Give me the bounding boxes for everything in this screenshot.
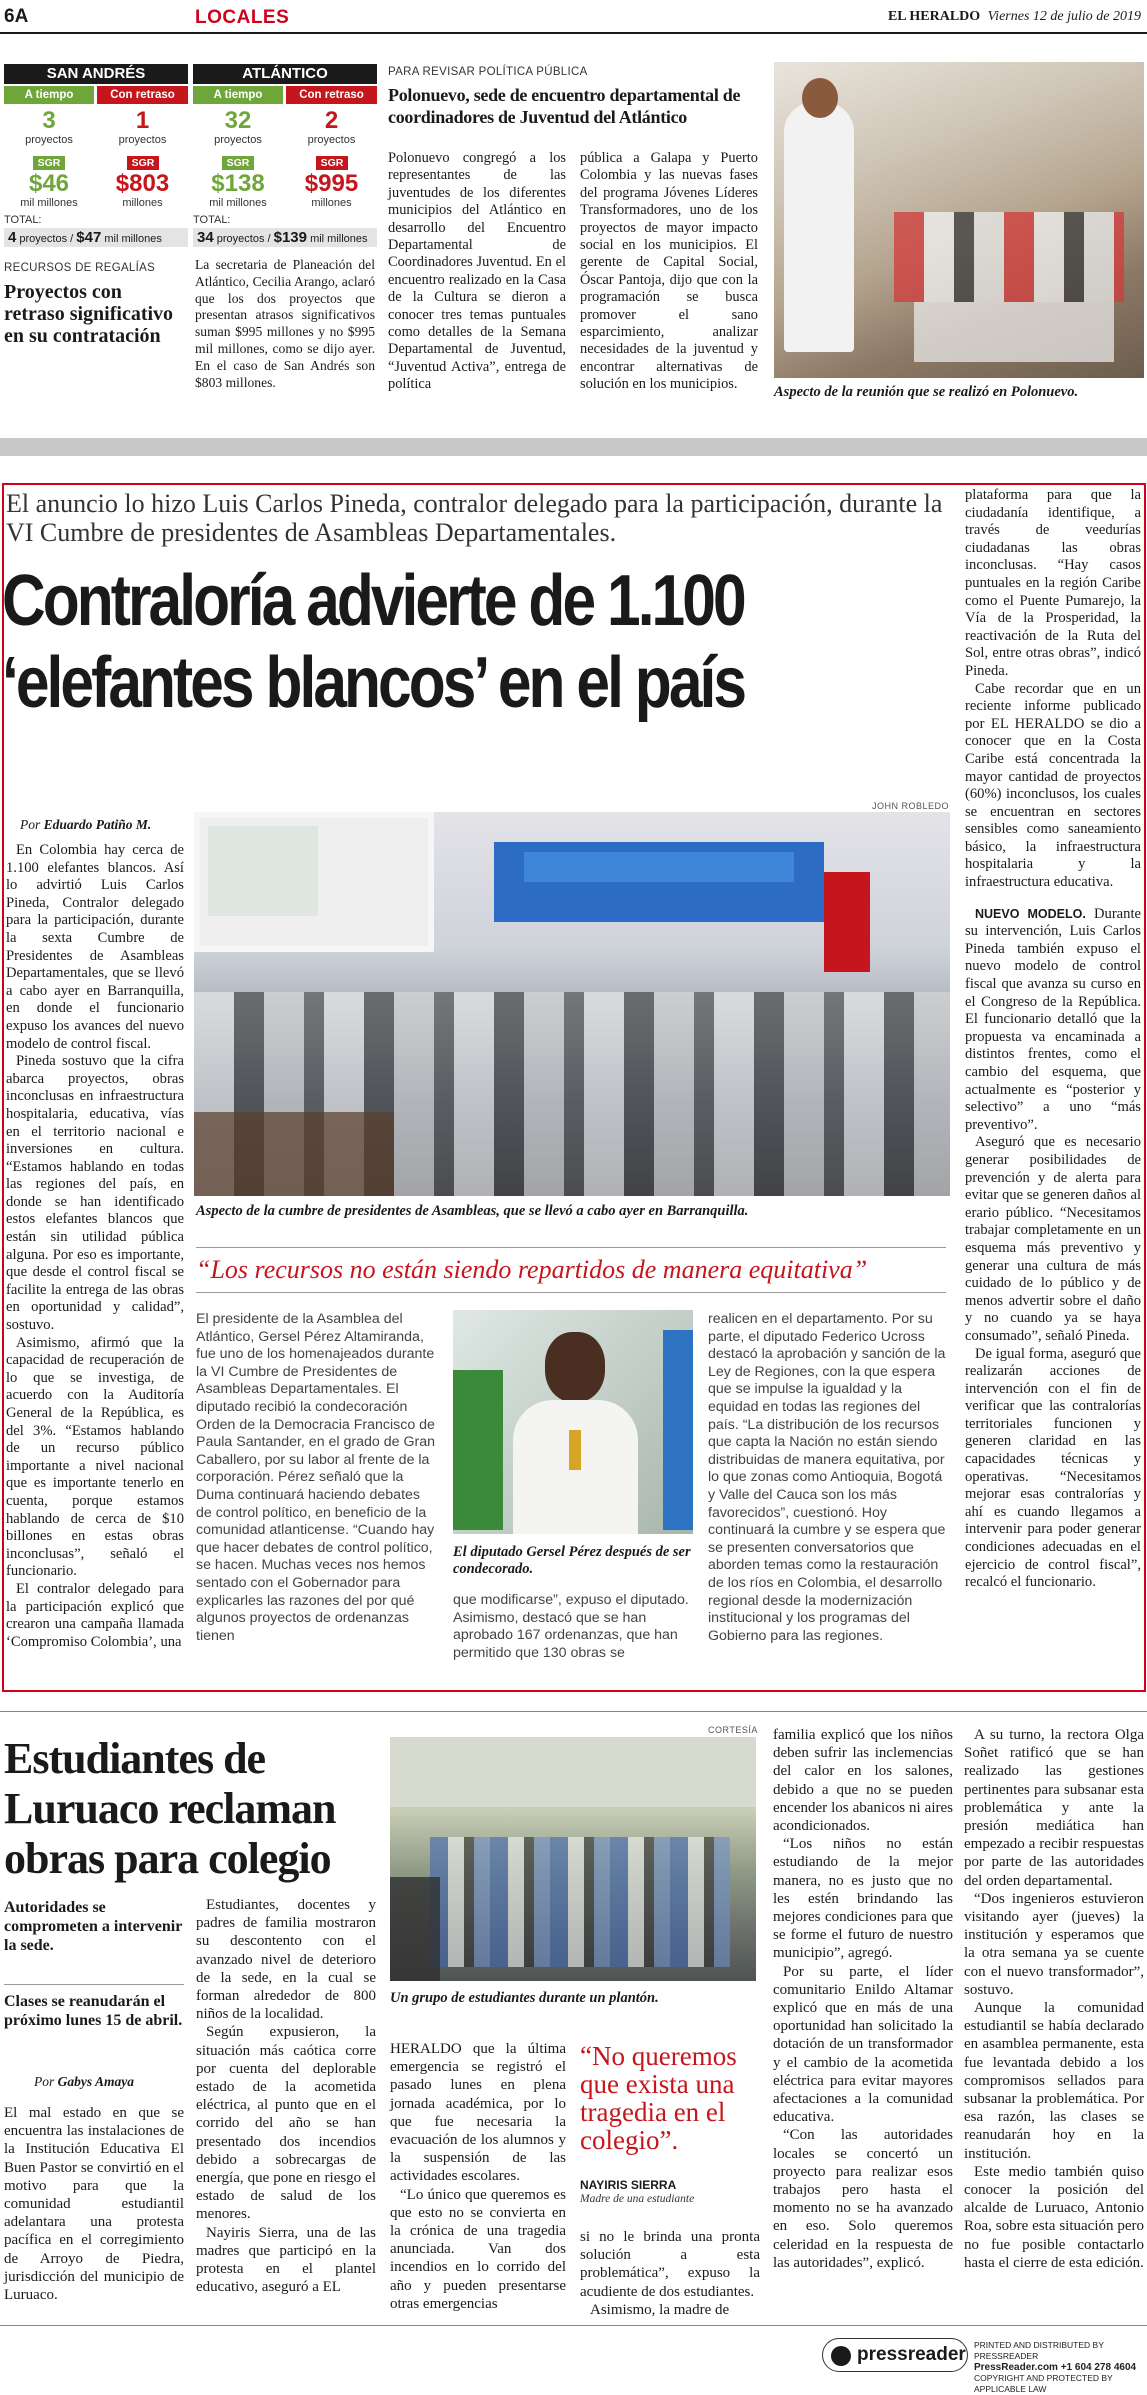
polonuevo-col1: Polonuevo congregó a los representantes de las juventudes de los diferentes municipios del Atlántico en desarrollo del Encuentro Departamental de Coordinadores Juventud. En el encuentro realizado en la Casa de la Cultura se dieron a conocer tres temas puntuales como detalles de la Semana Departamental de Juventud, “Juventud Activa”, entrega de política	[388, 150, 566, 393]
luruaco-sub2: Clases se reanudarán el próximo lunes 15 de abril.	[4, 1993, 183, 2029]
main-left-col	[6, 842, 184, 1688]
polonuevo-headline: Polonuevo, sede de encuentro departamental de coordinadores de Juventud del Atlántico	[388, 85, 741, 127]
on-time-money-unit: mil millones	[20, 197, 78, 209]
total-bar	[193, 228, 377, 247]
footer-text	[974, 2340, 1144, 2395]
polonuevo-photo	[774, 62, 1144, 378]
total-label: TOTAL:	[4, 214, 42, 226]
luruaco-paragraph: “Dos ingenieros estuvieron visitando ayer (jueves) la institución y esperamos que la otra semana ya se cuente con el nuevo transformador”, sostuvo.	[964, 1890, 1144, 1998]
total-label: TOTAL:	[193, 214, 231, 226]
main-right-section	[965, 906, 1141, 1135]
luruaco-col6	[964, 1726, 1144, 2306]
polonuevo-col2: pública a Galapa y Puerto Colombia y las nuevas fases del programa Jóvenes Líderes Transformadores, uno de los proyectos de mayor impacto social en los municipios. El gerente de Capital Social, Óscar Pantoja, dijo que con la programación se busca promover el sano esparcimiento, analizar necesidades de la juventud y encontrar alternativas de solución en los municipios.	[580, 150, 758, 393]
luruaco-paragraph: Aunque la comunidad estudiantil se había declarado en asamblea permanente, esta fue levantada debido a los compromisos sellados para subsanar la problemática. Por esa razón, las clases se reanudarán hoy en la institución.	[964, 2000, 1144, 2162]
on-time-unit: proyectos	[25, 134, 73, 146]
luruaco-photo	[390, 1737, 756, 1981]
sgr-label: SGR	[33, 156, 65, 170]
main-left-paragraph: En Colombia hay cerca de 1.100 elefantes blancos. Así lo advirtió Luis Carlos Pineda, Contralor delegado para la participación, durante la sexta Cumbre de Presidentes de Asambleas Departamentales, que se llevó a cabo ayer en Barranquilla, en donde el funcionario expuso los avances del nuevo modelo de control fiscal.	[6, 842, 184, 1052]
newspaper-name: EL HERALDO	[887, 9, 981, 24]
main-left-paragraph: El contralor delegado para la participación explicó que crearon una campaña llamada ‘Compromiso Colombia’, una	[6, 1580, 184, 1650]
luruaco-paragraph: “Con las autoridades locales se concertó un proyecto para realizar esos trabajos pero hasta el momento no se ha avanzado en eso. Solo queremos celeridad en la respuesta de las autoridades”, explicó.	[773, 2127, 953, 2271]
sidebar-col3: realicen en el departamento. Por su parte, el diputado Federico Ucross destacó la aprobación y sanción de la Ley de Regiones, con la que espera que se impulse la igualdad y la equidad en todas las regiones del país. “La distribución de los recursos que capta la Nación no están siendo distribuidas de manera equitativa, por lo que zonas como Antioquia, Bogotá y Valle del Cauca son los más favorecidos”, cuestionó. Hoy continuará la cumbre y se espera que se presenten conversatorios que aborden temas como la restauración de los ríos en Colombia, el desarrollo regional desde la modernización institucional y los programas del Gobierno para las regiones.	[708, 1311, 946, 1644]
issue-date: Viernes 12 de julio de 2019	[987, 9, 1141, 24]
luruaco-paragraph: Por su parte, el líder comunitario Enildo Altamar explicó que en más de una oportunidad han solicitado la dotación de un transformador y el cambio de la acometida eléctrica para evitar mayores afectaciones a la comunidad educativa.	[773, 1963, 953, 2126]
delayed-amount: $995	[304, 170, 359, 197]
main-deck: El anuncio lo hizo Luis Carlos Pineda, contralor delegado para la participación, durante la VI Cumbre de presidentes de Asambleas Departamentales.	[6, 489, 943, 547]
delayed-money-unit: millones	[122, 197, 163, 209]
sgr-label: SGR	[127, 156, 159, 170]
regalias-headline: Proyectos con retraso significativo en su contratación	[4, 281, 174, 347]
main-byline	[20, 817, 151, 833]
luruaco-paragraph: si no le brinda una pronta solución a esta problemática”, expuso la acudiente de dos estudiantes.	[580, 2229, 760, 2300]
luruaco-headline: Estudiantes de Luruaco reclaman obras para colegio	[4, 1734, 336, 1883]
masthead-right	[888, 9, 1141, 25]
footer-line3: COPYRIGHT AND PROTECTED BY APPLICABLE LAW	[974, 2373, 1113, 2394]
polonuevo-kicker: PARA REVISAR POLÍTICA PÚBLICA	[388, 66, 588, 78]
total-projects: proyectos /	[216, 233, 271, 245]
byline-author: Eduardo Patiño M.	[43, 817, 152, 832]
regalias-kicker: RECURSOS DE REGALÍAS	[4, 262, 156, 274]
delayed-money-unit: millones	[311, 197, 352, 209]
section-divider	[0, 438, 1147, 456]
sgr-label: SGR	[316, 156, 348, 170]
infobox-title: ATLÁNTICO	[193, 64, 377, 84]
luruaco-paragraph: “Lo único que queremos es que esto no se convierta en la crónica de una tragedia anunciada. Van dos incendios en lo corrido del año y pueden presentarse otras emergencias	[390, 2186, 566, 2312]
on-time-count: 32	[224, 107, 252, 134]
main-right-paragraph: Cabe recordar que en un reciente informe publicado por EL HERALDO se dio a conocer que en la Costa Caribe está concentrada la mayor cantidad de proyectos (60%) inconclusos, los cuales se encuentran en sectores sensibles como saneamiento básico, la infraestructura hospitalaria y la infraestructura educativa.	[965, 680, 1141, 891]
main-photo-caption: Aspecto de la cumbre de presidentes de Asambleas, que se llevó a cabo ayer en Barranquilla.	[196, 1203, 749, 1219]
sidebar-photo-caption: El diputado Gersel Pérez después de ser condecorado.	[453, 1544, 691, 1577]
luruaco-col2	[196, 1896, 376, 2306]
byline-author: Gabys Amaya	[57, 2074, 134, 2089]
delayed-amount: $803	[115, 170, 170, 197]
luruaco-sub-rule	[4, 1984, 184, 1985]
pull-quote-rule-bottom	[196, 1292, 946, 1293]
luruaco-sub1: Autoridades se comprometen a intervenir la sede.	[4, 1899, 183, 1954]
luruaco-paragraph: A su turno, la rectora Olga Soñet ratificó que se han realizado las gestiones pertinentes para subsanar esta problemática y ante la presión mediática han empezado a recibir respuestas por parte de las autoridades del orden departamental.	[964, 1727, 1144, 1889]
total-amount: $139	[273, 229, 307, 246]
luruaco-byline	[34, 2074, 134, 2090]
pressreader-icon	[831, 2346, 851, 2366]
luruaco-paragraph: Asimismo, la madre de	[590, 2301, 730, 2318]
luruaco-paragraph: Nayiris Sierra, una de las madres que participó en la protesta en el plantel educativo, aseguró a EL	[196, 2224, 376, 2296]
byline-prefix: Por	[34, 2074, 55, 2089]
pressreader-brand: pressreader	[857, 2344, 966, 2365]
on-time-amount: $46	[28, 170, 70, 197]
regalias-body: La secretaria de Planeación del Atlántico, Cecilia Arango, aclaró que los dos proyectos que presentan atrasos significativos suman $995 millones y no $995 mil millones, como se dijo ayer. En el caso de San Andrés son $803 millones.	[195, 257, 375, 390]
luruaco-paragraph: HERALDO que la última emergencia se registró el pasado lunes en plena jornada académica, por lo que fue necesaria la evacuación de los alumnos y la suspensión de las actividades escolares.	[390, 2041, 566, 2185]
luruaco-photo-caption: Un grupo de estudiantes durante un plantón.	[390, 1990, 659, 2006]
sidebar-col1: El presidente de la Asamblea del Atlántico, Gersel Pérez Altamiranda, fue uno de los homenajeados durante la VI Cumbre de Presidentes de Asambleas Departamentales. El diputado recibió la condecoración Orden de la Democracia Francisco de Paula Santander, en el grado de Gran Caballero, por su labor al frente de la corporación. Pérez señaló que la Duma continuará haciendo debates de control político, en beneficio de la comunidad atlanticense. “Cuando hay que hacer debates de control político, se hacen. Muchas veces nos hemos sentado con el Gobernador para explicarles las razones del por qué algunos proyectos de ordenanzas tienen	[196, 1311, 435, 1644]
page-number: 6A	[4, 6, 29, 27]
delayed-count: 2	[324, 107, 339, 134]
main-right-paragraph: plataforma para que la ciudadanía identifique, a través de veedurías ciudadanas las obras inconclusas. “Hay casos puntuales en la región Caribe como el Puente Pumarejo, la Vía de la Prosperidad, la reactivación de la Ruta del Sol, entre otras obras”, indicó Pineda.	[965, 487, 1141, 679]
on-time-tag: A tiempo	[193, 86, 283, 104]
sidebar-photo	[453, 1310, 693, 1534]
delayed-unit: proyectos	[307, 134, 356, 146]
main-left-paragraph: Pineda sostuvo que la cifra abarca proyectos, obras inconclusas en infraestructura hospitalaria, educativa, vías en el territorio nacional e inversiones en cultura. “Estamos hablando en todas las regiones del país, en donde se han identificado estos elefantes blancos que están sin utilidad pública alguna. Por eso es importante, que desde el control fiscal se facilite la entrega de las obras en oportunidad y calidad”, sostuvo.	[6, 1053, 184, 1334]
total-unit: mil millones	[104, 233, 162, 245]
luruaco-quote: “No queremos que exista una tragedia en el colegio”.	[580, 2041, 737, 2155]
footer-rule	[0, 2325, 1147, 2326]
infobox-title: SAN ANDRÉS	[4, 64, 188, 84]
section-title: LOCALES	[195, 7, 290, 28]
on-time-tag: A tiempo	[4, 86, 94, 104]
main-photo-credit: JOHN ROBLEDO	[872, 801, 950, 811]
header-rule	[0, 32, 1147, 34]
luruaco-paragraph: Este medio también quiso conocer la posición del alcalde de Luruaco, Antonio Roa, sobre esta situación pero no fue posible contactarlo hasta el cierre de esta edición.	[964, 2163, 1144, 2271]
total-bar	[4, 228, 188, 247]
luruaco-quote-role: Madre de una estudiante	[580, 2193, 695, 2205]
total-projects: proyectos /	[19, 233, 74, 245]
luruaco-col4-bottom	[580, 2228, 760, 2318]
total-amount: $47	[76, 229, 102, 246]
luruaco-quote-author: NAYIRIS SIERRA	[580, 2178, 677, 2192]
sidebar-col2-bottom: que modificarse”, expuso el diputado. Asimismo, destacó que se han aprobado 167 ordenanzas, que han permitido que 130 obras se	[453, 1592, 689, 1661]
polonuevo-caption: Aspecto de la reunión que se realizó en Polonuevo.	[774, 384, 1079, 400]
main-headline-line2: ‘elefantes blancos’ en el país	[2, 643, 745, 723]
luruaco-rule	[0, 1711, 1147, 1712]
delayed-tag: Con retraso	[286, 86, 377, 104]
byline-prefix: Por	[20, 817, 41, 832]
luruaco-paragraph: familia explicó que los niños deben sufrir las inclemencias del calor en los salones, debido a que no se pueden encender los abanicos ni aires acondicionados.	[773, 1727, 953, 1835]
footer-line1: PRINTED AND DISTRIBUTED BY PRESSREADER	[974, 2340, 1104, 2361]
on-time-unit: proyectos	[214, 134, 262, 146]
on-time-amount: $138	[211, 170, 265, 197]
luruaco-paragraph: Estudiantes, docentes y padres de familia mostraron su descontento con el avanzado nivel de deterioro de la sede, en la cual se forman alrededor de 800 niños de la localidad.	[196, 1897, 376, 2023]
main-left-paragraph: Asimismo, afirmó que la capacidad de recuperación de lo que se investiga, de acuerdo con la Auditoría General de la República, es del 3%. “Estamos hablando de un recurso público importante a nivel nacional que es importante tenerlo en cuenta, porque estamos hablando de cerca de $10 billones en estas obras inconclusas”, señaló el funcionario.	[6, 1334, 184, 1580]
luruaco-col3	[390, 2040, 566, 2312]
sgr-label: SGR	[222, 156, 254, 170]
total-unit: mil millones	[310, 233, 368, 245]
delayed-unit: proyectos	[118, 134, 167, 146]
luruaco-col1: El mal estado en que se encuentra las instalaciones de la Institución Educativa El Buen Pastor se convirtió en el motivo para que la comunidad estudiantil adelantara una protesta pacífica en el corregimiento de Arroyo de Piedra, jurisdicción del municipio de Luruaco.	[4, 2105, 184, 2304]
luruaco-photo-credit: CORTESÍA	[708, 1725, 758, 1735]
total-count: 4	[8, 229, 17, 246]
main-right-col	[965, 487, 1141, 1687]
main-photo	[194, 812, 950, 1196]
on-time-money-unit: mil millones	[209, 197, 267, 209]
luruaco-paragraph: “Los niños no están estudiando de la mejor manera, no es justo que no les estén brindando las mejores condiciones para que se forme el futuro de nuestro municipio”, agregó.	[773, 1836, 953, 1962]
main-headline	[2, 560, 800, 724]
main-right-paragraph: Aseguró que es necesario generar posibilidades de prevención y de alerta para evitar que se generen daños al erario público. “Necesitamos trabajar completamente en un esquema más preventivo y generar una cultura de más cuidado de lo público y de menos advertir sobre el daño y no cuando ya se haya consumado”, señaló Pineda.	[965, 1134, 1141, 1344]
footer-line2: PressReader.com +1 604 278 4604	[974, 2362, 1137, 2373]
main-right-paragraph: De igual forma, aseguró que realizarán acciones de intervención con el fin de verificar que las contralorías territoriales funcionen y generen claridad en las capacidades técnicas y operativas. “Necesitamos mejorar esas contralorías y ahí es cuando llegamos a intervenir para poder generar condiciones adecuadas en el ejercicio de control fiscal”, recalcó el funcionario.	[965, 1345, 1141, 1591]
delayed-tag: Con retraso	[97, 86, 188, 104]
luruaco-col5	[773, 1726, 953, 2306]
right-section-text: Durante su intervención, Luis Carlos Pineda también expuso el nuevo modelo de control fiscal que avanza su curso en el Congreso de la República. El funcionario detalló que la propuesta va encaminada a distintos frentes, como el cambio del esquema, que actualmente es “posterior y selectivo” a uno “más preventivo”.	[965, 905, 1141, 1133]
right-section-title: NUEVO MODELO.	[975, 906, 1086, 921]
pull-quote-rule-top	[196, 1247, 946, 1248]
total-count: 34	[197, 229, 214, 246]
delayed-count: 1	[135, 107, 150, 134]
main-pull-quote: “Los recursos no están siendo repartidos de manera equitativa”	[196, 1255, 868, 1284]
on-time-count: 3	[42, 107, 56, 134]
pressreader-badge[interactable]	[822, 2338, 968, 2372]
luruaco-paragraph: Según expusieron, la situación más caótica corre por cuenta del deplorable estado de la acometida eléctrica, al punto que en el corrido del año se han presentado dos incendios debido a sobrecargas de energía, que pone en riesgo el estado de salud de los menores.	[196, 2024, 376, 2223]
main-headline-line1: Contraloría advierte de 1.100	[2, 561, 744, 641]
